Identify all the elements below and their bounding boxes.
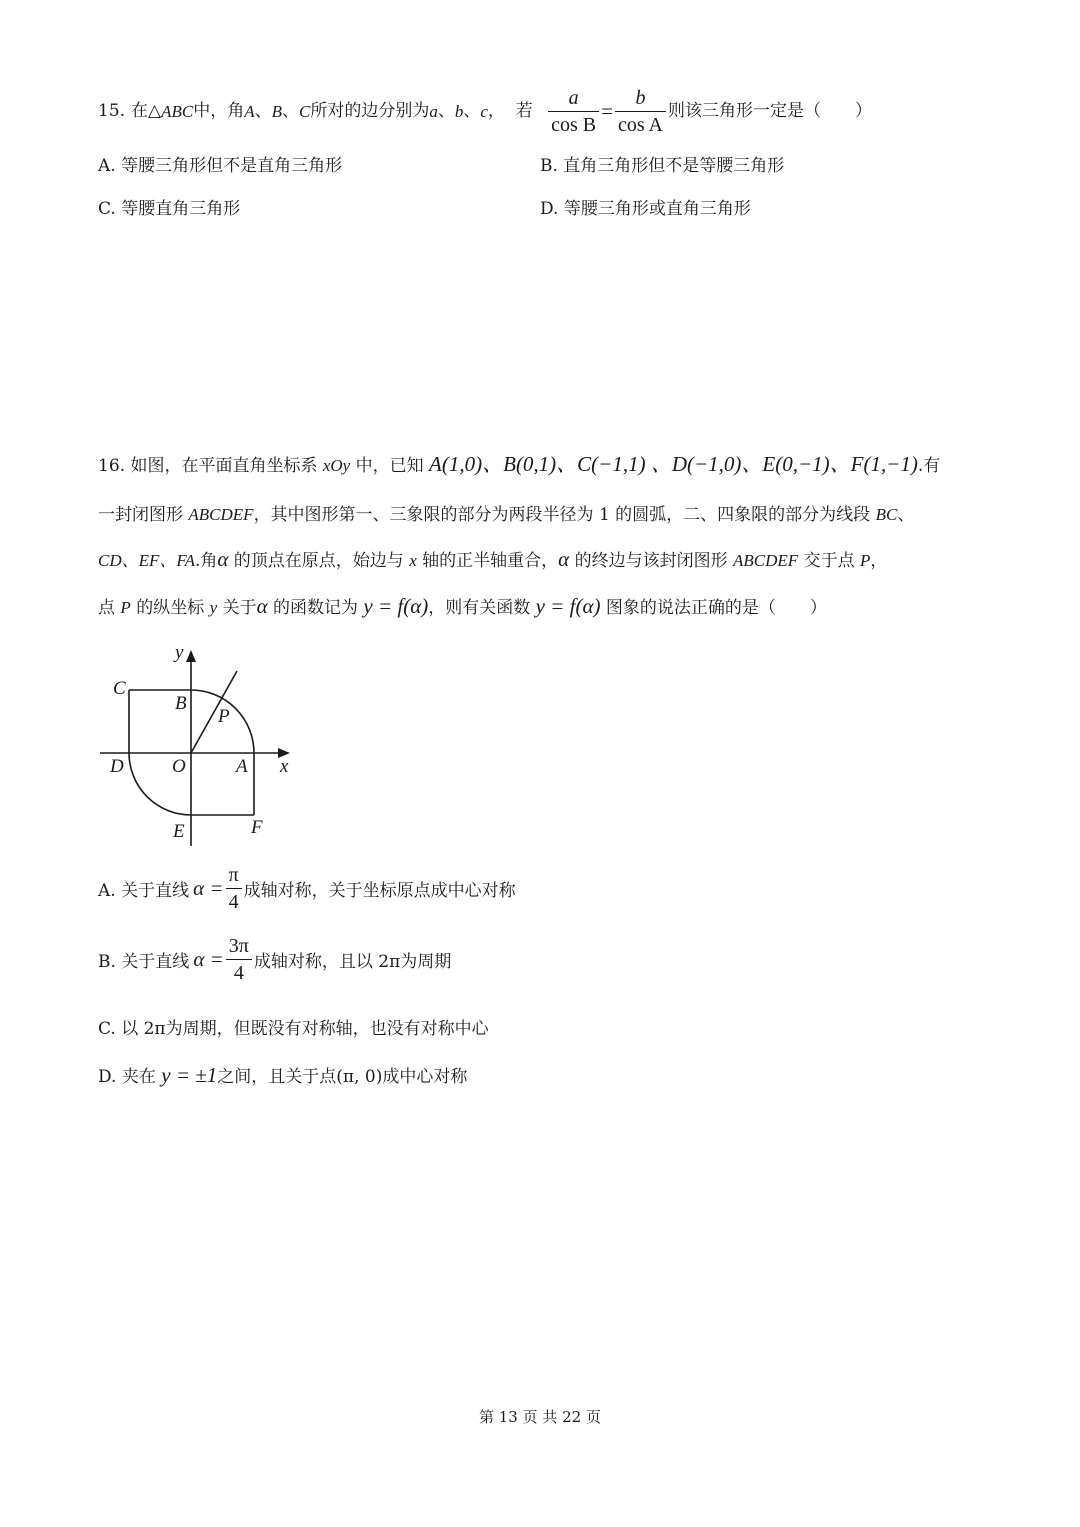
q16-line-4: 点 P 的纵坐标 y 关于α 的函数记为 y = f(α)，则有关函数 y = f(α) 图象的说法正确的是（ ） bbox=[98, 594, 827, 618]
q16-line-1: 16. 如图，在平面直角坐标系 xOy 中，已知 A(1,0)、B(0,1)、C(−1,1) 、D(−1,0)、E(0,−1)、F(1,−1).有 bbox=[98, 452, 941, 476]
label-b: B bbox=[175, 693, 187, 714]
q16-option-b: B. 关于直线 α = $\frac{3\pi}{4}$ 成轴对称，且以 2π为周期 bbox=[98, 935, 452, 984]
q16-option-d: D. 夹在 y = ±1之间，且关于点(π, 0)成中心对称 bbox=[98, 1063, 468, 1087]
label-y: y bbox=[175, 642, 184, 663]
label-c: C bbox=[113, 678, 126, 699]
label-d: D bbox=[110, 756, 124, 777]
terminal-side bbox=[191, 671, 237, 753]
y-axis-arrow bbox=[186, 650, 196, 662]
q15-option-b: B. 直角三角形但不是等腰三角形 bbox=[540, 156, 785, 176]
q16-option-c: C. 以 2π为周期，但既没有对称轴，也没有对称中心 bbox=[98, 1019, 489, 1039]
q16-figure bbox=[90, 638, 310, 858]
label-e: E bbox=[173, 821, 185, 842]
label-a: A bbox=[236, 756, 248, 777]
label-x: x bbox=[280, 756, 289, 777]
q15-number: 15. bbox=[98, 100, 126, 121]
page-footer: 第 13 页 共 22 页 bbox=[478, 1408, 601, 1426]
q16-a-fraction: $\frac{\pi}{4}$ bbox=[226, 864, 242, 913]
label-p: P bbox=[218, 706, 230, 727]
q15-option-c: C. 等腰直角三角形 bbox=[98, 199, 241, 219]
q16-b-fraction: $\frac{3\pi}{4}$ bbox=[226, 935, 252, 984]
q16-number: 16. bbox=[98, 456, 126, 476]
q16-points: A(1,0)、B(0,1)、C(−1,1) 、D(−1,0)、E(0,−1)、F(1,−1) bbox=[429, 452, 918, 476]
q15-option-a: A. 等腰三角形但不是直角三角形 bbox=[98, 156, 343, 176]
q15-fraction-b-over-cosA: $\frac{b}{\text{cos A}}$ bbox=[615, 87, 666, 136]
q16-option-a: A. 关于直线 α = $\frac{\pi}{4}$ 成轴对称，关于坐标原点成中心对称 bbox=[98, 864, 516, 913]
label-o: O bbox=[172, 756, 186, 777]
q16-line-2: 一封闭图形 ABCDEF，其中图形第一、三象限的部分为两段半径为 1 的圆弧，二、四象限的部分为线段 BC、 bbox=[98, 505, 915, 525]
q15-stem: 15. 在△ ABC 中，角 A 、 B 、 C 所对的边分别为 a 、 b 、 c ， 若 $\frac{a}{\text{cos B}}$ = $\frac{b}{\text{cos A}}$ 则该三角形一定是（ ） bbox=[98, 86, 872, 136]
q15-fraction-a-over-cosB: $\frac{a}{\text{cos B}}$ bbox=[548, 87, 599, 136]
q15-option-d: D. 等腰三角形或直角三角形 bbox=[540, 199, 751, 219]
q16-line-3: CD、EF、FA.角α 的顶点在原点，始边与 x 轴的正半轴重合，α 的终边与该封闭图形 ABCDEF 交于点 P， bbox=[98, 547, 888, 571]
label-f: F bbox=[251, 817, 263, 838]
